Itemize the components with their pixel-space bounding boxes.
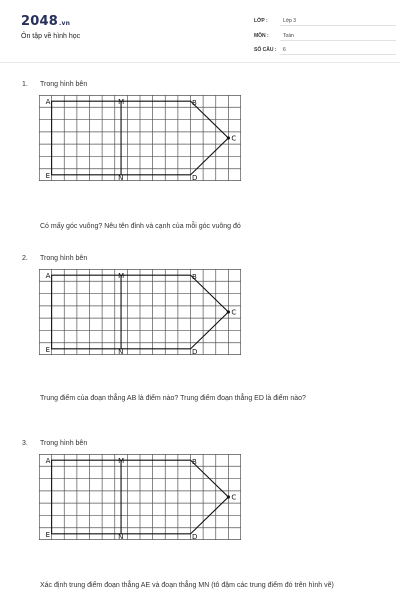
point-c-marker (227, 136, 230, 139)
meta-subject-value: Toán (283, 33, 294, 39)
meta-underline (280, 40, 396, 41)
label-b: B (192, 273, 197, 282)
geometry-figure (39, 95, 241, 181)
label-n: N (118, 347, 124, 355)
question-text: Xác định trung điểm đoạn thẳng AE và đoạn thẳng MN (tô đậm các trung điểm đó trên hình vẽ) (40, 582, 334, 589)
worksheet-title: Ôn tập về hình học (21, 33, 81, 40)
label-n: N (118, 532, 124, 540)
label-a: A (45, 98, 51, 107)
meta-subject-label: MÔN : (254, 33, 269, 39)
label-b: B (192, 458, 197, 467)
label-m: M (118, 457, 125, 466)
label-d: D (192, 347, 198, 355)
question-text: Trung điểm của đoạn thẳng AB là điểm nào? Trung điểm đoạn thẳng ED là điểm nào? (40, 395, 306, 402)
meta-grade-label: LỚP : (254, 18, 268, 24)
question-intro: Trong hình bên (40, 440, 88, 447)
label-m: M (118, 98, 125, 107)
label-d: D (192, 173, 198, 181)
grid-figure-svg (39, 269, 241, 355)
logo-suffix: .vn (58, 20, 71, 27)
label-d: D (192, 532, 198, 540)
geometry-figure (39, 454, 241, 540)
grid-figure-svg (39, 95, 241, 181)
question-text: Có mấy góc vuông? Nêu tên đỉnh và cạnh của mỗi góc vuông đó (40, 223, 241, 230)
label-c: C (231, 134, 237, 143)
label-a: A (45, 272, 51, 281)
question-intro: Trong hình bên (40, 81, 88, 88)
label-c: C (231, 493, 237, 502)
site-logo[interactable] (21, 14, 70, 29)
label-m: M (118, 272, 125, 281)
meta-underline (280, 54, 396, 55)
label-c: C (231, 308, 237, 317)
worksheet-header (0, 0, 400, 62)
geometry-figure (39, 269, 241, 355)
question-number: 1. (22, 81, 28, 88)
meta-question-count-label: SỐ CÂU : (254, 47, 277, 53)
question-number: 3. (22, 440, 28, 447)
label-n: N (118, 173, 124, 181)
meta-grade-value: Lớp 3 (283, 18, 297, 24)
label-e: E (45, 171, 51, 180)
label-a: A (45, 457, 51, 466)
question-number: 2. (22, 255, 28, 262)
question-intro: Trong hình bên (40, 255, 88, 262)
label-b: B (192, 99, 197, 108)
point-c-marker (227, 495, 230, 498)
logo-text: 2048 (21, 14, 58, 29)
point-c-marker (227, 310, 230, 313)
label-e: E (45, 530, 51, 539)
meta-underline (280, 25, 396, 26)
grid-figure-svg (39, 454, 241, 540)
label-e: E (45, 345, 51, 354)
meta-question-count-value: 6 (283, 47, 286, 53)
worksheet-content (0, 62, 400, 601)
